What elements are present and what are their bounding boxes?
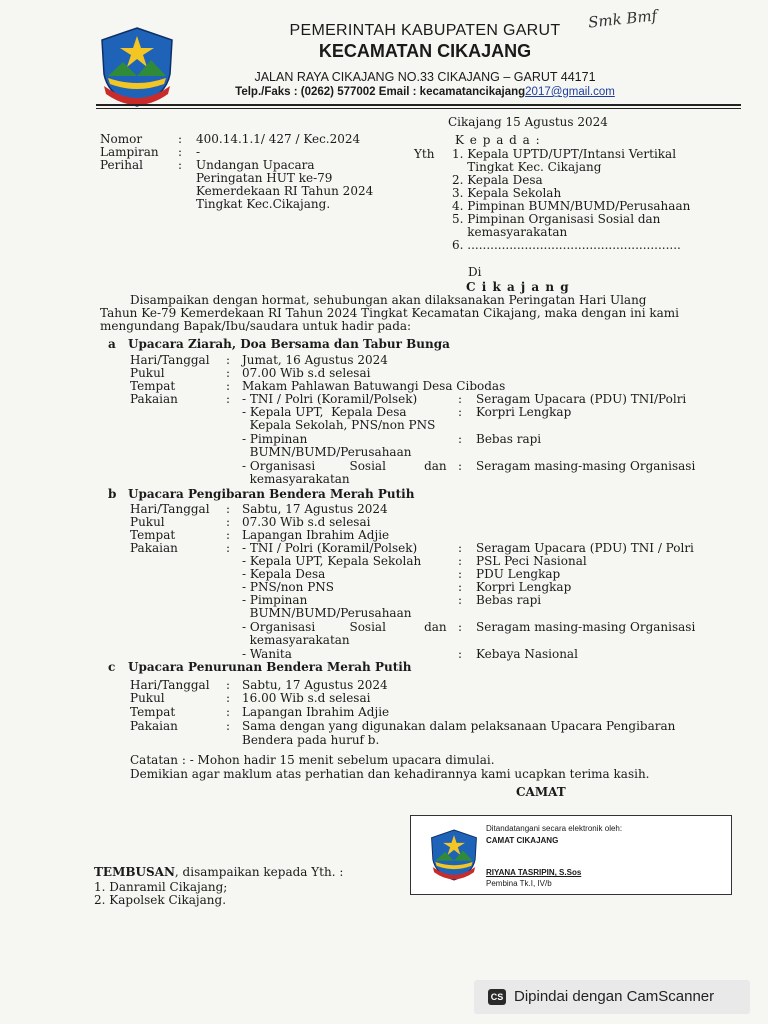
hari-label: Hari/Tanggal bbox=[130, 502, 210, 516]
colon: : bbox=[226, 502, 231, 516]
attire-group: - Wanita bbox=[242, 647, 292, 661]
attire-dress: Seragam Upacara (PDU) TNI / Polri bbox=[476, 541, 694, 555]
tempat-value: Lapangan Ibrahim Adjie bbox=[242, 705, 390, 719]
recipient-item: 5. Pimpinan Organisasi Sosial dan bbox=[452, 212, 661, 226]
colon: : bbox=[226, 691, 231, 705]
perihal-line: Peringatan HUT ke-79 bbox=[196, 171, 333, 185]
perihal-line: Tingkat Kec.Cikajang. bbox=[196, 197, 331, 211]
letterhead-rule bbox=[96, 104, 741, 106]
office-address: JALAN RAYA CIKAJANG NO.33 CIKAJANG – GARUT 44171 bbox=[254, 70, 596, 84]
colon: : bbox=[226, 719, 231, 733]
camscanner-icon: CS bbox=[488, 989, 506, 1005]
recipient-item: kemasyarakatan bbox=[452, 225, 568, 239]
colon: : bbox=[458, 567, 463, 581]
garut-regency-logo bbox=[429, 828, 479, 882]
pukul-value: 07.00 Wib s.d selesai bbox=[242, 366, 371, 380]
colon: : bbox=[458, 580, 463, 594]
pukul-label: Pukul bbox=[130, 691, 165, 705]
colon: : bbox=[458, 620, 463, 634]
attire-dress: Seragam masing-masing Organisasi bbox=[476, 620, 696, 634]
camscanner-watermark bbox=[474, 980, 750, 1014]
perihal-label: Perihal bbox=[100, 158, 143, 172]
pakaian-value: Sama dengan yang digunakan dalam pelaksanaan Upacara Pengibaran bbox=[242, 719, 676, 733]
intro-line: Tahun Ke-79 Kemerdekaan RI Tahun 2024 Tingkat Kecamatan Cikajang, maka dengan ini kami bbox=[100, 306, 680, 320]
tempat-value: Makam Pahlawan Batuwangi Desa Cibodas bbox=[242, 379, 506, 393]
colon: : bbox=[226, 528, 231, 542]
attire-group: BUMN/BUMD/Perusahaan bbox=[242, 445, 412, 459]
tembusan-heading: TEMBUSAN, disampaikan kepada Yth. : bbox=[94, 865, 344, 879]
lampiran-value: - bbox=[196, 145, 201, 159]
perihal-line: Kemerdekaan RI Tahun 2024 bbox=[196, 184, 374, 198]
letter-date: Cikajang 15 Agustus 2024 bbox=[448, 115, 608, 129]
nomor-label: Nomor bbox=[100, 132, 143, 146]
attire-group: - TNI / Polri (Koramil/Polsek) bbox=[242, 541, 418, 555]
government-name: PEMERINTAH KABUPATEN GARUT bbox=[289, 22, 561, 39]
attire-dress: Korpri Lengkap bbox=[476, 405, 572, 419]
colon: : bbox=[178, 158, 183, 172]
yth-label: Yth bbox=[414, 147, 435, 161]
pakaian-label: Pakaian bbox=[130, 541, 178, 555]
closing-sentence: Demikian agar maklum atas perhatian dan kehadirannya kami ucapkan terima kasih. bbox=[130, 767, 650, 781]
attire-dress: PDU Lengkap bbox=[476, 567, 561, 581]
tembusan-item: 2. Kapolsek Cikajang. bbox=[94, 893, 227, 907]
attire-group: - Kepala UPT, Kepala Sekolah bbox=[242, 554, 422, 568]
pukul-value: 16.00 Wib s.d selesai bbox=[242, 691, 371, 705]
tempat-label: Tempat bbox=[130, 379, 176, 393]
colon: : bbox=[226, 379, 231, 393]
attire-dress: Bebas rapi bbox=[476, 432, 542, 446]
attire-dress: Bebas rapi bbox=[476, 593, 542, 607]
recipient-item: 3. Kepala Sekolah bbox=[452, 186, 562, 200]
hari-value: Sabtu, 17 Agustus 2024 bbox=[242, 678, 388, 692]
pukul-label: Pukul bbox=[130, 515, 165, 529]
signatory-title: CAMAT bbox=[516, 785, 566, 799]
attire-group: kemasyarakatan bbox=[242, 472, 350, 486]
intro-line: Disampaikan dengan hormat, sehubungan akan dilaksanakan Peringatan Hari Ulang bbox=[130, 293, 647, 307]
garut-regency-logo bbox=[98, 26, 176, 108]
lampiran-label: Lampiran bbox=[100, 145, 159, 159]
office-name: KECAMATAN CIKAJANG bbox=[318, 41, 532, 61]
hari-label: Hari/Tanggal bbox=[130, 678, 210, 692]
colon: : bbox=[226, 353, 231, 367]
section-title: Upacara Pengibaran Bendera Merah Putih bbox=[128, 487, 415, 501]
attire-dress: Kebaya Nasional bbox=[476, 647, 578, 661]
section-title: Upacara Penurunan Bendera Merah Putih bbox=[128, 660, 412, 674]
colon: : bbox=[458, 392, 463, 406]
office-contact: Telp./Faks : (0262) 577002 Email : kecamatancikajang2017@gmail.com bbox=[235, 86, 615, 98]
attire-group: - Kepala Desa bbox=[242, 567, 326, 581]
hari-value: Jumat, 16 Agustus 2024 bbox=[242, 353, 388, 367]
pukul-label: Pukul bbox=[130, 366, 165, 380]
perihal-line: Undangan Upacara bbox=[196, 158, 315, 172]
colon: : bbox=[226, 705, 231, 719]
letterhead bbox=[190, 22, 660, 98]
signature-caption: Ditandatangani secara elektronik oleh: bbox=[486, 824, 623, 833]
section-letter: a bbox=[108, 337, 116, 351]
attire-group: BUMN/BUMD/Perusahaan bbox=[242, 606, 412, 620]
section-letter: b bbox=[108, 487, 117, 501]
attire-dress: Seragam masing-masing Organisasi bbox=[476, 459, 696, 473]
pakaian-label: Pakaian bbox=[130, 719, 178, 733]
attire-group: Kepala Sekolah, PNS/non PNS bbox=[242, 418, 436, 432]
attire-group: - TNI / Polri (Koramil/Polsek) bbox=[242, 392, 418, 406]
colon: : bbox=[458, 554, 463, 568]
colon: : bbox=[458, 432, 463, 446]
signatory-rank: Pembina Tk.I, IV/b bbox=[486, 879, 552, 888]
attire-dress: Seragam Upacara (PDU) TNI/Polri bbox=[476, 392, 687, 406]
catatan-note: Catatan : - Mohon hadir 15 menit sebelum upacara dimulai. bbox=[130, 753, 495, 767]
hari-value: Sabtu, 17 Agustus 2024 bbox=[242, 502, 388, 516]
colon: : bbox=[226, 678, 231, 692]
signature-role: CAMAT CIKAJANG bbox=[486, 836, 559, 845]
letterhead-rule-thin bbox=[96, 108, 741, 109]
email-link[interactable]: 2017@gmail.com bbox=[525, 86, 615, 98]
colon: : bbox=[226, 392, 231, 406]
colon: : bbox=[226, 366, 231, 380]
electronic-signature-box bbox=[410, 815, 732, 895]
recipient-item: 2. Kepala Desa bbox=[452, 173, 543, 187]
colon: : bbox=[458, 459, 463, 473]
recipient-item: 4. Pimpinan BUMN/BUMD/Perusahaan bbox=[452, 199, 691, 213]
section-letter: c bbox=[108, 660, 116, 674]
handwritten-note: Smk Bmf bbox=[587, 6, 658, 32]
attire-group: - Organisasi Sosial dan bbox=[242, 459, 447, 473]
pakaian-label: Pakaian bbox=[130, 392, 178, 406]
place-name: C i k a j a n g bbox=[466, 280, 570, 294]
tempat-label: Tempat bbox=[130, 528, 176, 542]
section-title: Upacara Ziarah, Doa Bersama dan Tabur Bunga bbox=[128, 337, 450, 351]
attire-group: kemasyarakatan bbox=[242, 633, 350, 647]
pukul-value: 07.30 Wib s.d selesai bbox=[242, 515, 371, 529]
attire-group: - Pimpinan bbox=[242, 432, 308, 446]
hari-label: Hari/Tanggal bbox=[130, 353, 210, 367]
colon: : bbox=[458, 405, 463, 419]
attire-dress: Korpri Lengkap bbox=[476, 580, 572, 594]
signatory-name: RIYANA TASRIPIN, S.Sos bbox=[486, 868, 582, 877]
di-label: Di bbox=[468, 265, 482, 279]
camscanner-label: Dipindai dengan CamScanner bbox=[514, 988, 715, 1005]
colon: : bbox=[178, 132, 183, 146]
recipient-item: 6. ........................................................ bbox=[452, 238, 681, 252]
recipient-item: 1. Kepala UPTD/UPT/Intansi Vertikal bbox=[452, 147, 677, 161]
recipient-item: Tingkat Kec. Cikajang bbox=[452, 160, 602, 174]
attire-group: - Pimpinan bbox=[242, 593, 308, 607]
tempat-label: Tempat bbox=[130, 705, 176, 719]
colon: : bbox=[458, 541, 463, 555]
tembusan-item: 1. Danramil Cikajang; bbox=[94, 880, 228, 894]
kepada-label: K e p a d a : bbox=[455, 133, 541, 147]
pakaian-value: Bendera pada huruf b. bbox=[242, 733, 380, 747]
colon: : bbox=[226, 541, 231, 555]
colon: : bbox=[178, 145, 183, 159]
colon: : bbox=[458, 593, 463, 607]
colon: : bbox=[226, 515, 231, 529]
attire-group: - Kepala UPT, Kepala Desa bbox=[242, 405, 407, 419]
colon: : bbox=[458, 647, 463, 661]
nomor-value: 400.14.1.1/ 427 / Kec.2024 bbox=[196, 132, 361, 146]
tempat-value: Lapangan Ibrahim Adjie bbox=[242, 528, 390, 542]
attire-group: - PNS/non PNS bbox=[242, 580, 334, 594]
attire-dress: PSL Peci Nasional bbox=[476, 554, 587, 568]
intro-line: mengundang Bapak/Ibu/saudara untuk hadir pada: bbox=[100, 319, 412, 333]
attire-group: - Organisasi Sosial dan bbox=[242, 620, 447, 634]
